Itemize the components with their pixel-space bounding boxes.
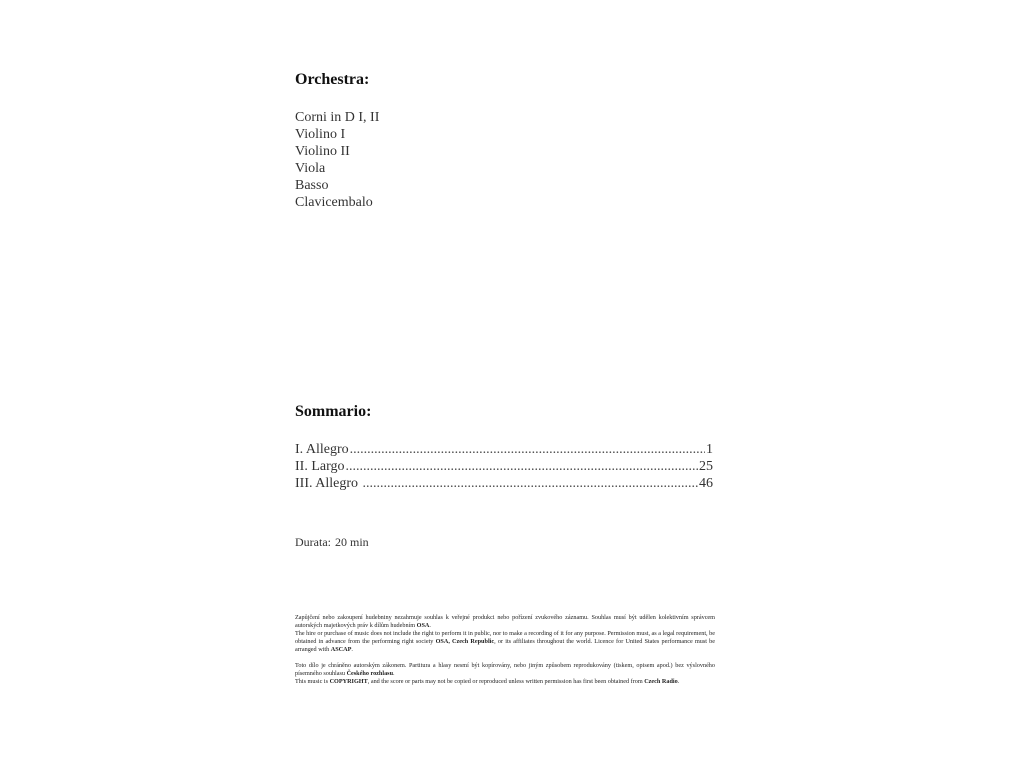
toc-entry-page: 46: [699, 476, 713, 491]
instrument-item: Basso: [295, 178, 329, 193]
toc-leader-dots: [350, 441, 705, 458]
instrument-list: [295, 109, 379, 211]
toc-leader-dots: [346, 458, 699, 475]
czech-copyright-notice: Toto dílo je chráněno autorským zákonem. Partitura a hlasy nesmí být kopírovány, nebo jiným způsobem reprodukovány (tiskem, opisem apod.) bez výslovného písemného souhlasu Českého rozhlasu.: [295, 662, 715, 677]
sommario-heading: Sommario:: [295, 403, 372, 420]
notice-spacer: [295, 654, 715, 662]
toc-entry: [295, 475, 713, 492]
duration-label: Durata:: [295, 535, 331, 549]
toc-entry-title: III. Allegro: [295, 476, 362, 491]
toc-entry-page: 25: [699, 459, 713, 474]
czech-performance-notice: Zapůjčení nebo zakoupení hudebniny nezahrnuje souhlas k veřejné produkci nebo pořízení zvukového záznamu. Souhlas musí být udělen kolektivním správcem autorských majetkových práv k dílům hudebním OSA.: [295, 614, 715, 629]
orchestra-heading: Orchestra:: [295, 71, 370, 88]
toc-entry-page: 1: [706, 442, 713, 457]
instrument-item: Corni in D I, II: [295, 110, 380, 125]
english-copyright-notice: This music is COPYRIGHT, and the score or parts may not be copied or reproduced unless written permission has first been obtained from Czech Radio.: [295, 678, 680, 685]
toc-entry: [295, 441, 713, 458]
toc-entry-title: II. Largo: [295, 459, 345, 474]
instrument-item: Clavicembalo: [295, 195, 373, 210]
toc-entry: [295, 458, 713, 475]
instrument-item: Violino II: [295, 144, 350, 159]
table-of-contents: [295, 441, 713, 492]
copyright-notice: [295, 614, 715, 686]
duration-value: 20 min: [334, 535, 369, 549]
instrument-item: Viola: [295, 161, 326, 176]
toc-entry-title: I. Allegro: [295, 442, 349, 457]
toc-leader-dots: [362, 475, 698, 492]
english-performance-notice: The hire or purchase of music does not include the right to perform it in public, nor to make a recording of it for any purpose. Permission must, as a legal requirement, be obtained in advance from the performing right society OSA, Czech Republic, or its affiliates throughout the world. Licence for United States performance must be arranged with ASCAP.: [295, 630, 716, 653]
instrument-item: Violino I: [295, 127, 346, 142]
duration: [295, 535, 369, 550]
